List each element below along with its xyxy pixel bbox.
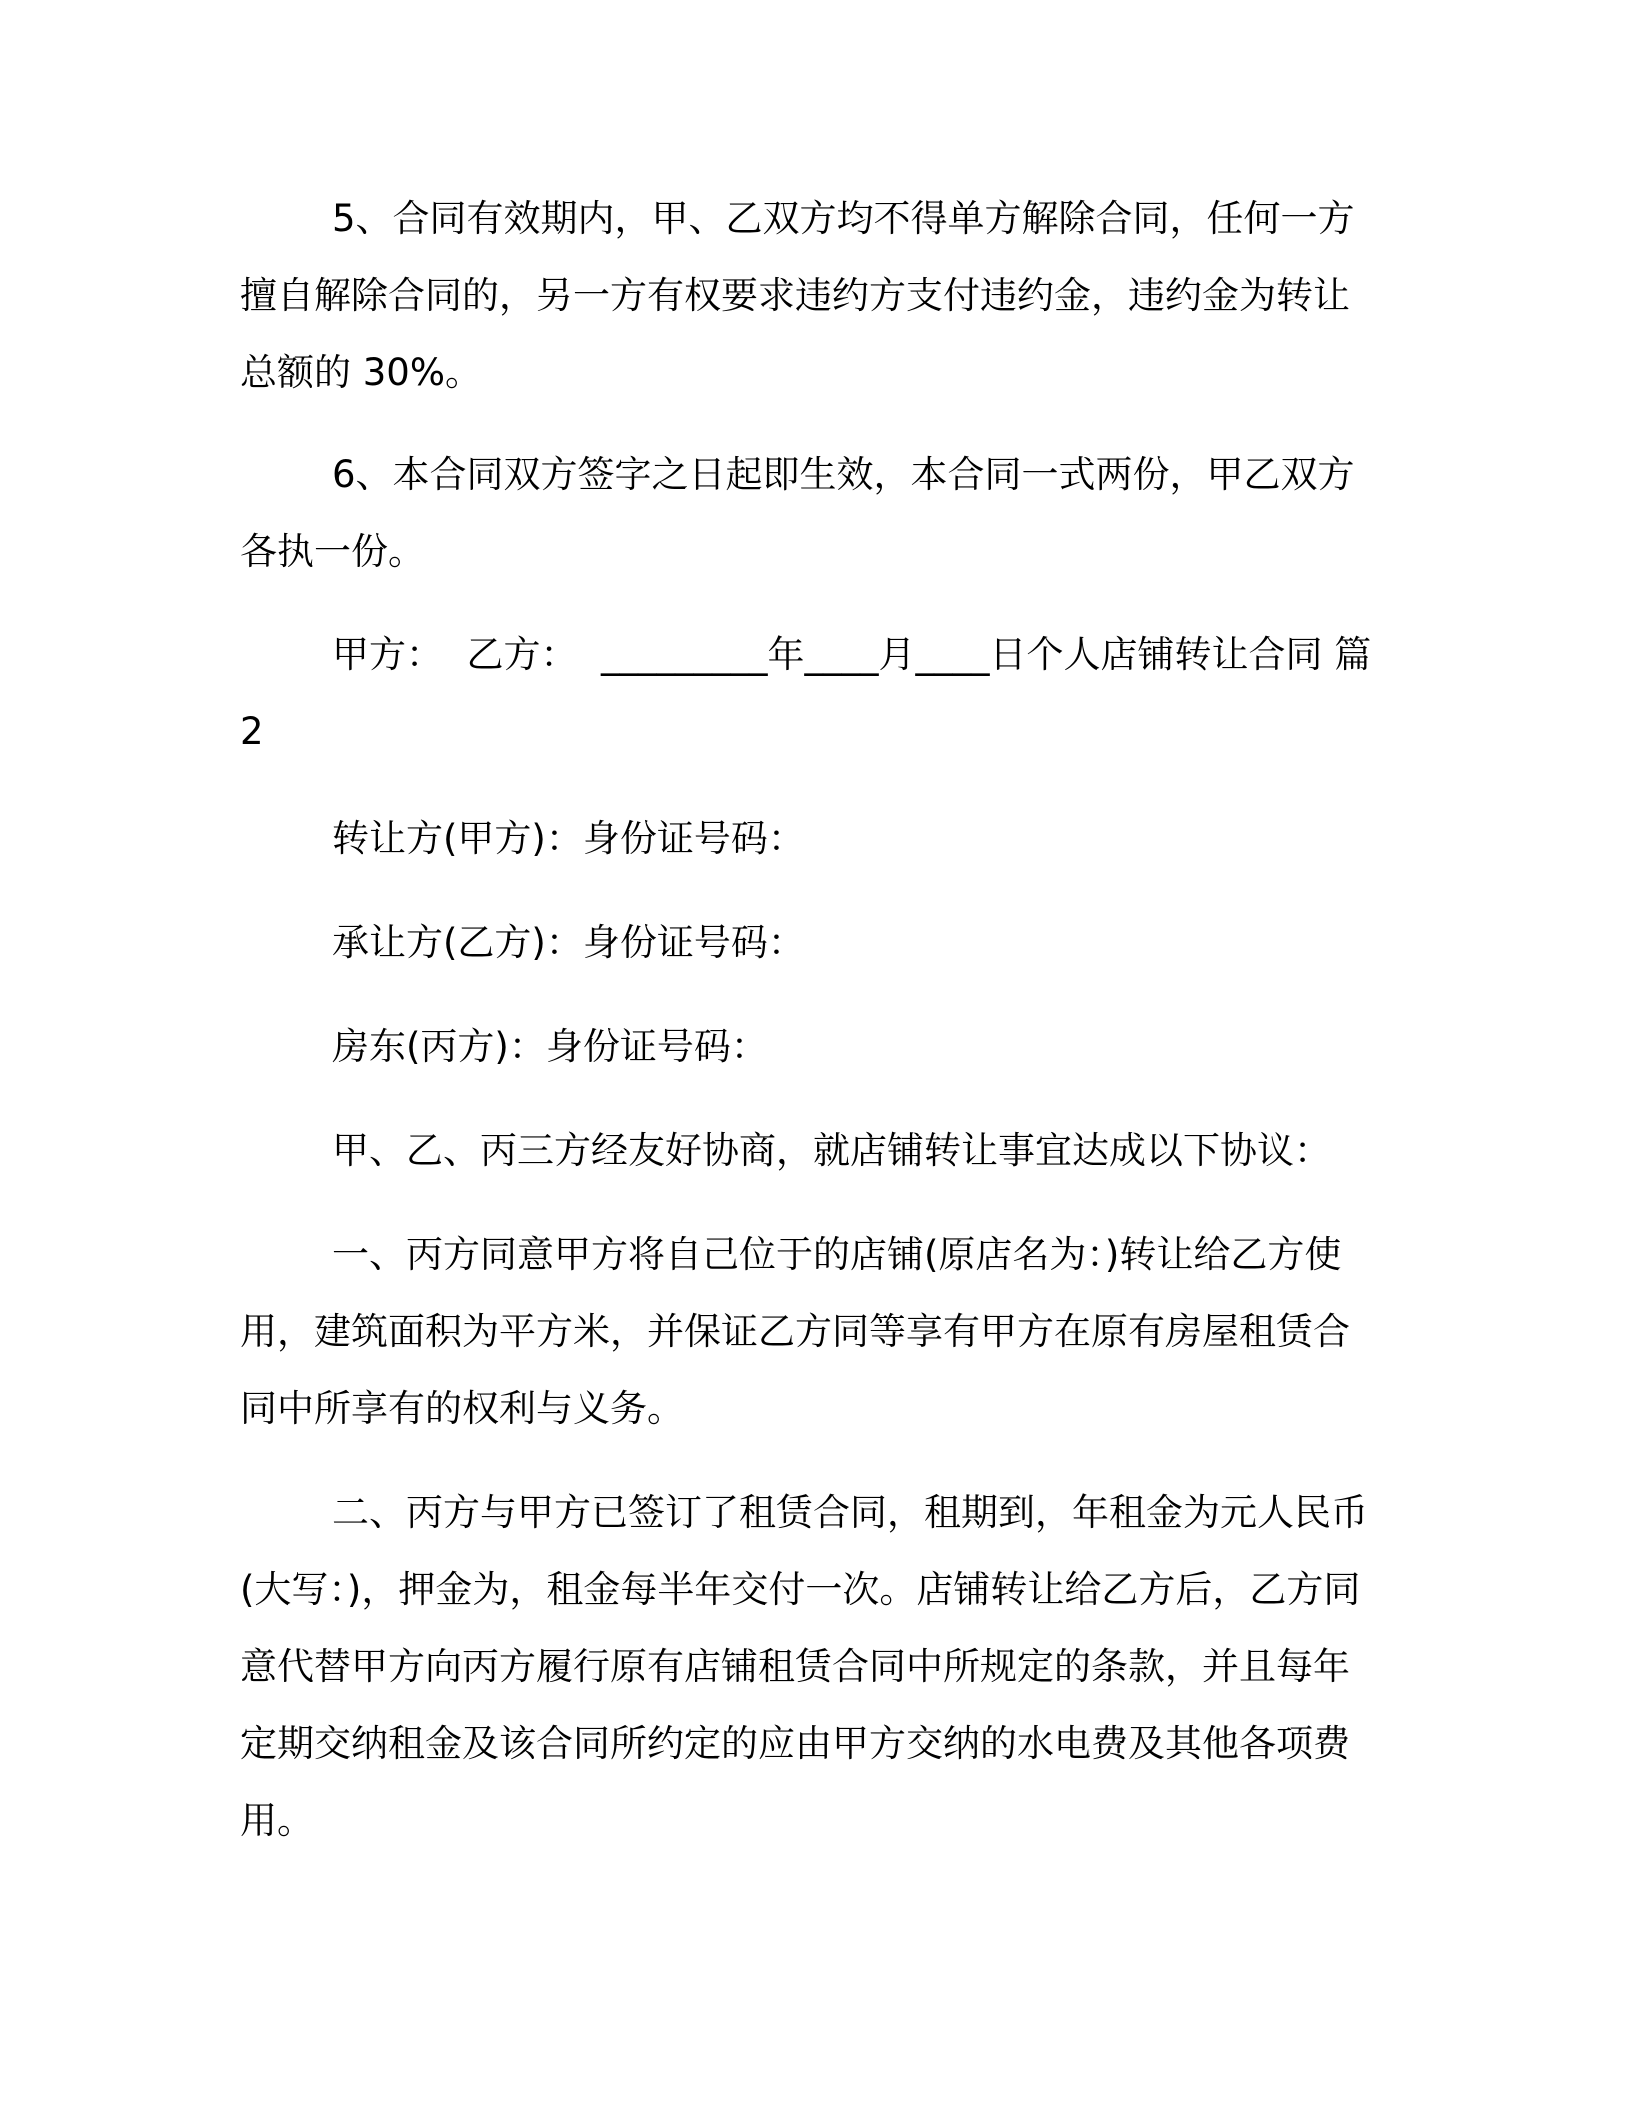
transferor-field [240, 800, 1380, 877]
signature-and-title-paragraph [240, 616, 1380, 770]
agreement-intro-paragraph [240, 1112, 1380, 1189]
clause-6-paragraph [240, 436, 1380, 590]
text-line: 2 [240, 710, 264, 753]
text-line: 各执一份。 [240, 530, 425, 573]
text-line: 意代替甲方向丙方履行原有店铺租赁合同中所规定的条款，并且每年 [240, 1645, 1350, 1688]
article-1-paragraph [240, 1216, 1380, 1447]
transferee-field [240, 904, 1380, 981]
text-line: 用。 [240, 1799, 314, 1842]
text-line: 总额的 30%。 [240, 351, 482, 394]
text-line: 用，建筑面积为平方米，并保证乙方同等享有甲方在原有房屋租赁合 [240, 1310, 1350, 1353]
text-line: 擅自解除合同的，另一方有权要求违约方支付违约金，违约金为转让 [240, 274, 1350, 317]
text-line: 定期交纳租金及该合同所约定的应由甲方交纳的水电费及其他各项费 [240, 1722, 1350, 1765]
article-2-paragraph [240, 1474, 1380, 1859]
text-line: 甲、乙、丙三方经友好协商，就店铺转让事宜达成以下协议： [332, 1129, 1331, 1172]
landlord-field [240, 1008, 1380, 1085]
text-line: 房东(丙方)：身份证号码： [332, 1025, 768, 1068]
text-line: 5、合同有效期内，甲、乙双方均不得单方解除合同，任何一方 [332, 197, 1355, 240]
text-line: 转让方(甲方)：身份证号码： [332, 817, 805, 860]
text-line: (大写：)，押金为，租金每半年交付一次。店铺转让给乙方后，乙方同 [240, 1568, 1361, 1611]
clause-5-paragraph [240, 180, 1380, 411]
text-line: 甲方： 乙方： _________年____月____日个人店铺转让合同 篇 [332, 633, 1372, 676]
text-line: 6、本合同双方签字之日起即生效，本合同一式两份，甲乙双方 [332, 453, 1355, 496]
text-line: 一、丙方同意甲方将自己位于的店铺(原店名为：)转让给乙方使 [332, 1233, 1342, 1276]
text-line: 承让方(乙方)：身份证号码： [332, 921, 805, 964]
text-line: 二、丙方与甲方已签订了租赁合同，租期到，年租金为元人民币 [332, 1491, 1368, 1534]
text-line: 同中所享有的权利与义务。 [240, 1387, 684, 1430]
